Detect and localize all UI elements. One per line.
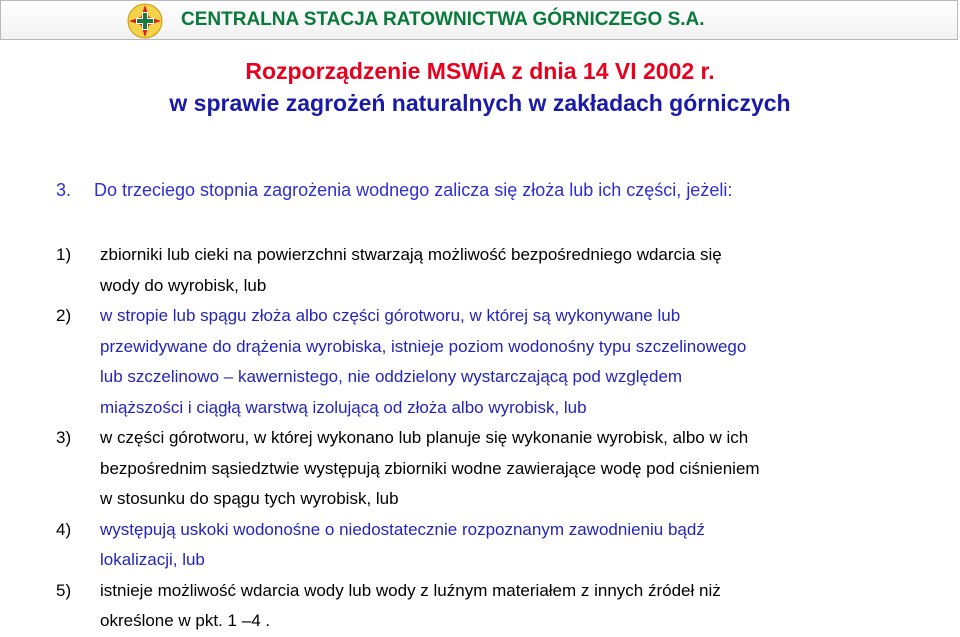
list-item-line: w części górotworu, w której wykonano lub planuje się wykonanie wyrobisk, albo w ich: [100, 428, 749, 447]
list-item-line: zbiorniki lub cieki na powierzchni stwarzają możliwość bezpośredniego wdarcia się: [100, 245, 722, 264]
list-item: [56, 301, 936, 423]
list-item-line: występują uskoki wodonośne o niedostatecznie rozpoznanym zawodnieniu bądź: [100, 519, 705, 539]
list-item-number: 1): [56, 245, 72, 264]
section-intro-text: Do trzeciego stopnia zagrożenia wodnego zalicza się złoża lub ich części, jeżeli:: [94, 180, 733, 200]
list-item-text: [100, 515, 936, 576]
header-bar: [0, 0, 958, 40]
list-item-text: [100, 423, 936, 515]
csrg-cross-emblem-icon: [123, 2, 167, 40]
criteria-list: [56, 240, 936, 637]
list-item-line: bezpośrednim sąsiedztwie występują zbiorniki wodne zawierające wodę pod ciśnieniem: [100, 458, 760, 478]
list-item-number: 2): [56, 306, 72, 325]
document-title-line1: Rozporządzenie MSWiA z dnia 14 VI 2002 r.: [245, 58, 715, 84]
list-item-line: w stropie lub spągu złoża albo części górotworu, w której są wykonywane lub: [100, 306, 681, 325]
list-item-line: miąższości i ciągłą warstwą izolującą od złoża albo wyrobisk, lub: [100, 397, 587, 417]
list-item-line: istnieje możliwość wdarcia wody lub wody z luźnym materiałem z innych źródeł niż: [100, 580, 721, 600]
list-item: [56, 423, 936, 515]
list-item-number: 5): [56, 580, 72, 600]
list-item: [56, 240, 936, 301]
company-name: CENTRALNA STACJA RATOWNICTWA GÓRNICZEGO S.A.: [181, 9, 705, 30]
section-intro: [56, 180, 732, 201]
list-item-text: [100, 240, 936, 301]
list-item-line: wody do wyrobisk, lub: [100, 275, 267, 295]
list-item-line: w stosunku do spągu tych wyrobisk, lub: [100, 489, 399, 508]
list-item-line: lokalizacji, lub: [100, 550, 205, 569]
list-item-number: 4): [56, 519, 72, 539]
list-item: [56, 576, 936, 637]
list-item-line: określone w pkt. 1 –4 .: [100, 611, 271, 630]
section-number: 3.: [56, 180, 72, 200]
list-item-line: lub szczelinowo – kawernistego, nie oddzielony wystarczającą pod względem: [100, 367, 683, 386]
document-title-line2: w sprawie zagrożeń naturalnych w zakładach górniczych: [169, 90, 791, 116]
list-item-line: przewidywane do drążenia wyrobiska, istnieje poziom wodonośny typu szczelinowego: [100, 336, 747, 356]
list-item-text: [100, 301, 936, 423]
list-item: [56, 515, 936, 576]
list-item-number: 3): [56, 428, 72, 447]
list-item-text: [100, 576, 936, 637]
